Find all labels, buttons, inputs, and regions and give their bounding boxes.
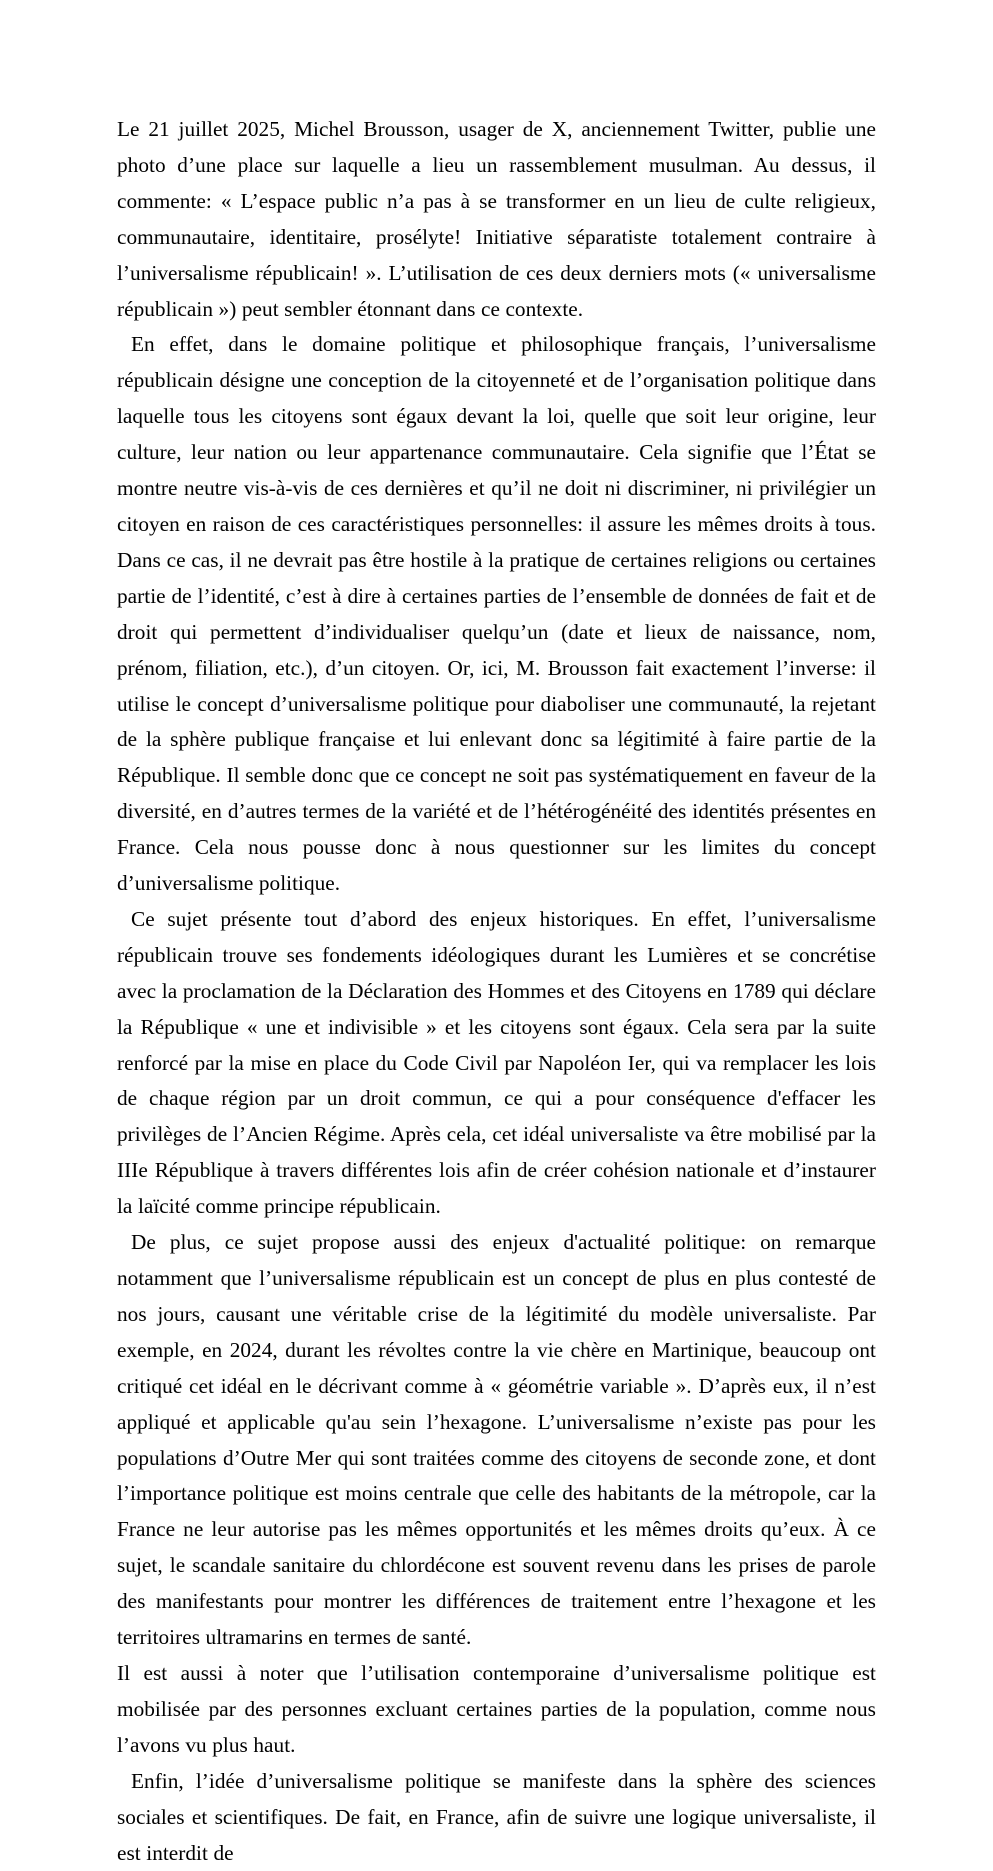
paragraph-definition: En effet, dans le domaine politique et philosophique français, l’universalisme républicain désigne une conception de la citoyenneté et de l’organisation politique dans laquelle tous les citoyens sont égaux devant la loi, quelle que soit leur origine, leur culture, leur nation ou leur appartenance communautaire. Cela signifie que l’État se montre neutre vis-à-vis de ces dernières et qu’il ne doit ni discriminer, ni privilégier un citoyen en raison de ces caractéristiques personnelles: il assure les mêmes droits à tous. Dans ce cas, il ne devrait pas être hostile à la pratique de certaines religions ou certaines partie de l’identité, c’est à dire à certaines parties de l’ensemble de données de fait et de droit qui permettent d’individualiser quelqu’un (date et lieux de naissance, nom, prénom, filiation, etc.), d’un citoyen. Or, ici, M. Brousson fait exactement l’inverse: il utilise le concept d’universalisme politique pour diaboliser une communauté, la rejetant de la sphère publique française et lui enlevant donc sa légitimité à faire partie de la République. Il semble donc que ce concept ne soit pas systématiquement en faveur de la diversité, en d’autres termes de la variété et de l’hétérogénéité des identités présentes en France. Cela nous pousse donc à nous questionner sur les limites du concept d’universalisme politique. (117, 332, 876, 896)
paragraph-historical-stakes: Ce sujet présente tout d’abord des enjeux historiques. En effet, l’universalisme républicain trouve ses fondements idéologiques durant les Lumières et se concrétise avec la proclamation de la Déclaration des Hommes et des Citoyens en 1789 qui déclare la République « une et indivisible » et les citoyens sont égaux. Cela sera par la suite renforcé par la mise en place du Code Civil par Napoléon Ier, qui va remplacer les lois de chaque région par un droit commun, ce qui a pour conséquence d'effacer les privilèges de l’Ancien Régime. Après cela, cet idéal universaliste va être mobilisé par la IIIe République à travers différentes lois afin de créer cohésion nationale et d’instaurer la laïcité comme principe républicain. (117, 906, 876, 1219)
paragraph-political-current-events: De plus, ce sujet propose aussi des enjeux d'actualité politique: on remarque notamment que l’universalisme républicain est un concept de plus en plus contesté de nos jours, causant une véritable crise de la légitimité du modèle universaliste. Par exemple, en 2024, durant les révoltes contre la vie chère en Martinique, beaucoup ont critiqué cet idéal en le décrivant comme à « géométrie variable ». D’après eux, il n’est appliqué et applicable qu'au sein l’hexagone. L’universalisme n’existe pas pour les populations d’Outre Mer qui sont traitées comme des citoyens de seconde zone, et dont l’importance politique est moins centrale que celle des habitants de la métropole, car la France ne leur autorise pas les mêmes opportunités et les mêmes droits qu’eux. À ce sujet, le scandale sanitaire du chlordécone est souvent revenu dans les prises de parole des manifestants pour montrer les différences de traitement entre l’hexagone et les territoires ultramarins en termes de santé. (117, 1230, 876, 1650)
paragraph-social-sciences: Enfin, l’idée d’universalisme politique se manifeste dans la sphère des sciences sociales et scientifiques. De fait, en France, afin de suivre une logique universaliste, il est interdit de (117, 1768, 876, 1865)
paragraph-contemporary-note: Il est aussi à noter que l’utilisation contemporaine d’universalisme politique est mobilisée par des personnes excluant certaines parties de la population, comme nous l’avons vu plus haut. (117, 1660, 876, 1757)
paragraph-intro-tweet: Le 21 juillet 2025, Michel Brousson, usager de X, anciennement Twitter, publie une photo d’une place sur laquelle a lieu un rassemblement musulman. Au dessus, il commente: « L’espace public n’a pas à se transformer en un lieu de culte religieux, communautaire, identitaire, prosélyte! Initiative séparatiste totalement contraire à l’universalisme républicain! ». L’utilisation de ces deux derniers mots (« universalisme républicain ») peut sembler étonnant dans ce contexte. (117, 117, 876, 321)
document-body-text-column (117, 112, 876, 1871)
